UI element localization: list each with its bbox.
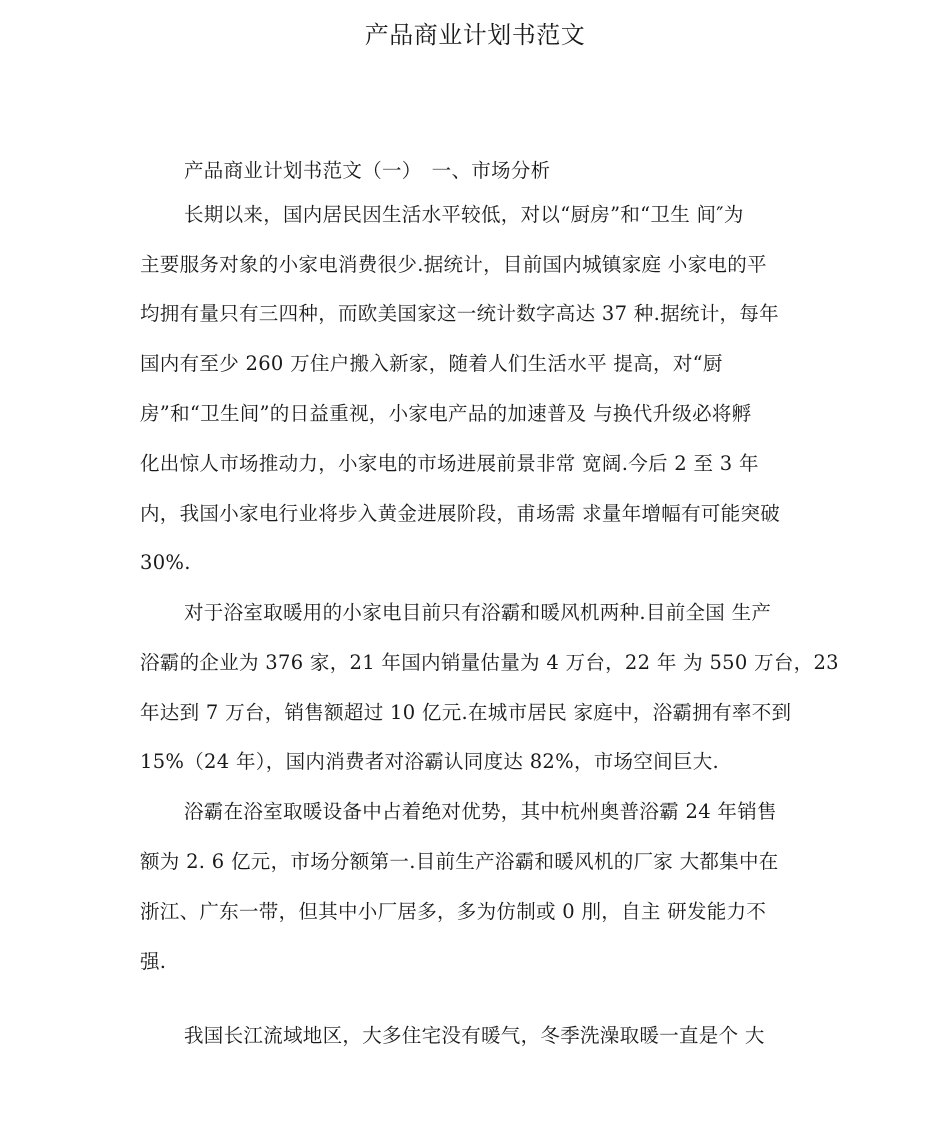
- paragraph-line: 年达到 7 万台，销售额超过 10 亿元.在城市居民 家庭中，浴霸拥有率不到: [140, 701, 792, 724]
- paragraph-line: 长期以来，国内居民因生活水平较低，对以“厨房”和“卫生 间″为: [184, 203, 744, 226]
- paragraph-line: 房”和“卫生间”的日益重视，小家电产品的加速普及 与换代升级必将孵: [140, 402, 752, 425]
- paragraph-line: 浴霸在浴室取暖设备中占着绝对优势，其中杭州奥普浴霸 24 年销售: [184, 800, 777, 823]
- paragraph-line: 内，我国小家电行业将步入黄金进展阶段，甫场需 求量年增幅有可能突破: [140, 502, 781, 525]
- paragraph-line: 化出惊人市场推动力，小家电的市场进展前景非常 宽阔.今后 2 至 3 年: [140, 452, 759, 475]
- paragraph-line: 30%.: [140, 551, 191, 574]
- paragraph-line: 均拥有量只有三四种，而欧美国家这一统计数字高达 37 种.据统计，每年: [140, 302, 779, 325]
- paragraph-line: 额为 2. 6 亿元，市场分额第一.目前生产浴霸和暖风机的厂家 大都集中在: [140, 850, 779, 873]
- paragraph-line: 浙江、广东一带，但其中小厂居多，多为仿制或 0 刖，自主 研发能力不: [140, 900, 767, 923]
- paragraph-line: 国内有至少 260 万住户搬入新家，随着人们生活水平 提高，对“厨: [140, 352, 723, 375]
- paragraph-line: 主要服务对象的小家电消费很少.据统计，目前国内城镇家庭 小家电的平: [140, 253, 767, 276]
- paragraph-line: 15%（24 年），国内消费者对浴霸认同度达 82%，市场空间巨大.: [140, 750, 720, 773]
- paragraph-line: 对于浴室取暖用的小家电目前只有浴霸和暖风机两种.目前全国 生产: [184, 601, 772, 624]
- paragraph-line: 浴霸的企业为 376 家，21 年国内销量估量为 4 万台，22 年 为 550 万台，23: [140, 651, 839, 674]
- paragraph-line: 强.: [140, 950, 167, 973]
- document-title: 产品商业计划书范文: [364, 21, 586, 49]
- paragraph-line: 我国长江流域地区，大多住宅没有暖气，冬季洗澡取暖一直是个 大: [184, 1024, 765, 1047]
- section-heading: 产品商业计划书范文（一） 一、市场分析: [184, 159, 551, 182]
